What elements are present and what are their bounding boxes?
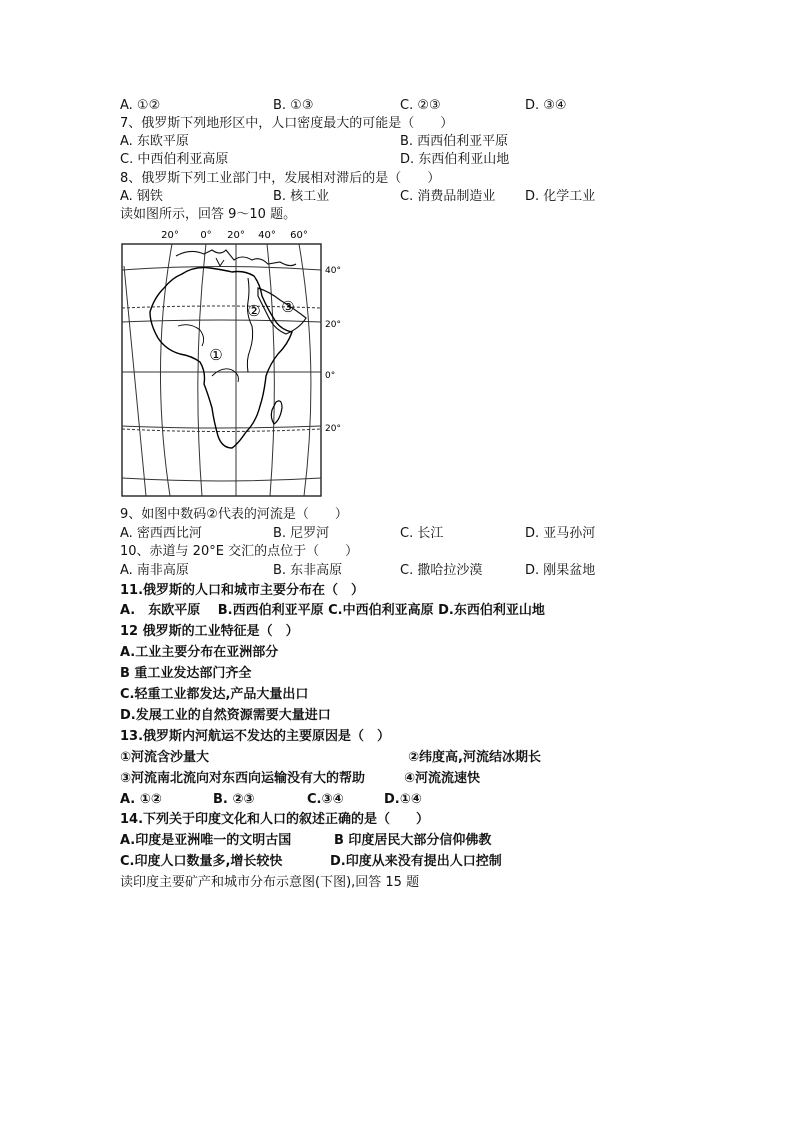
q14-option-d[interactable]: D.印度从来没有提出人口控制	[330, 854, 502, 869]
q10-option-c[interactable]: C. 撒哈拉沙漠	[400, 563, 483, 578]
right-label-40n: 40°	[325, 266, 341, 276]
africa-map	[120, 226, 344, 500]
q14-option-c[interactable]: C.印度人口数量多,增长较快	[120, 854, 283, 869]
marker-2: ②	[247, 302, 261, 320]
top-label-60e: 60°	[290, 230, 308, 241]
q10-stem: 10、赤道与 20°E 交汇的点位于（ ）	[120, 544, 359, 559]
top-label-20w: 20°	[161, 230, 179, 241]
q7-option-a[interactable]: A. 东欧平原	[120, 134, 189, 149]
q7-option-c[interactable]: C. 中西伯利亚高原	[120, 152, 229, 167]
q7-stem: 7、俄罗斯下列地形区中，人口密度最大的可能是（ ）	[120, 116, 454, 131]
q7-option-b[interactable]: B. 西西伯利亚平原	[400, 134, 509, 149]
right-label-0: 0°	[325, 371, 336, 381]
q12-option-a[interactable]: A.工业主要分布在亚洲部分	[120, 645, 279, 660]
marker-3: ③	[281, 298, 295, 316]
q12-option-b[interactable]: B 重工业发达部门齐全	[120, 666, 252, 681]
q8-stem: 8、俄罗斯下列工业部门中，发展相对滞后的是（ ）	[120, 171, 441, 186]
niger-river	[178, 325, 204, 346]
q7-option-d[interactable]: D. 东西伯利亚山地	[400, 152, 510, 167]
q13-option-b[interactable]: B. ②③	[213, 792, 255, 807]
madagascar-outline	[271, 401, 282, 424]
q10-option-d[interactable]: D. 刚果盆地	[525, 563, 596, 578]
q13-item-4: ④河流流速快	[404, 771, 481, 786]
q13-item-2: ②纬度高,河流结冰期长	[408, 750, 541, 765]
meridian-lines	[124, 244, 311, 496]
q9-option-d[interactable]: D. 亚马孙河	[525, 526, 596, 541]
q10-option-b[interactable]: B. 东非高原	[273, 563, 343, 578]
q13-item-1: ①河流含沙量大	[120, 750, 210, 765]
right-label-20s: 20°	[325, 424, 341, 434]
top-label-0: 0°	[200, 230, 212, 241]
congo-river	[212, 369, 238, 382]
q6-option-d[interactable]: D. ③④	[525, 98, 567, 113]
q13-option-c[interactable]: C.③④	[307, 792, 344, 807]
q6-option-c[interactable]: C. ②③	[400, 98, 441, 113]
q13-stem: 13.俄罗斯内河航运不发达的主要原因是（ ）	[120, 729, 391, 744]
q12-option-d[interactable]: D.发展工业的自然资源需要大量进口	[120, 708, 331, 723]
q10-option-a[interactable]: A. 南非高原	[120, 563, 189, 578]
italy-coastline	[216, 258, 224, 266]
q13-item-3: ③河流南北流向对东西向运输没有大的帮助	[120, 771, 366, 786]
q11-stem: 11.俄罗斯的人口和城市主要分布在（ ）	[120, 583, 365, 598]
q9-stem: 9、如图中数码②代表的河流是（ ）	[120, 507, 348, 522]
q6-option-b[interactable]: B. ①③	[273, 98, 314, 113]
q8-option-c[interactable]: C. 消费品制造业	[400, 189, 496, 204]
top-label-20e: 20°	[227, 230, 245, 241]
marker-1: ①	[209, 346, 223, 364]
q9-option-b[interactable]: B. 尼罗河	[273, 526, 330, 541]
q8-option-a[interactable]: A. 钢铁	[120, 189, 163, 204]
q14-option-b[interactable]: B 印度居民大部分信仰佛教	[334, 833, 492, 848]
q11-options[interactable]: A. 东欧平原 B.西西伯利亚平原 C.中西伯利亚高原 D.东西伯利亚山地	[120, 603, 545, 618]
q9-option-a[interactable]: A. 密西西比河	[120, 526, 202, 541]
q14-option-a[interactable]: A.印度是亚洲唯一的文明古国	[120, 833, 292, 848]
q8-option-b[interactable]: B. 核工业	[273, 189, 330, 204]
q14-stem: 14.下列关于印度文化和人口的叙述正确的是（ ）	[120, 812, 430, 827]
q6-option-a[interactable]: A. ①②	[120, 98, 161, 113]
q8-option-d[interactable]: D. 化学工业	[525, 189, 596, 204]
q15-intro: 读印度主要矿产和城市分布示意图(下图),回答 15 题	[120, 875, 420, 890]
q9-option-c[interactable]: C. 长江	[400, 526, 444, 541]
top-label-40e: 40°	[258, 230, 276, 241]
q12-stem: 12 俄罗斯的工业特征是（ ）	[120, 624, 299, 639]
map-intro: 读如图所示，回答 9～10 题。	[120, 207, 297, 222]
right-label-20n: 20°	[325, 320, 341, 330]
q13-option-a[interactable]: A. ①②	[120, 792, 162, 807]
q12-option-c[interactable]: C.轻重工业都发达,产品大量出口	[120, 687, 309, 702]
q13-option-d[interactable]: D.①④	[384, 792, 422, 807]
nile-river	[247, 278, 252, 372]
